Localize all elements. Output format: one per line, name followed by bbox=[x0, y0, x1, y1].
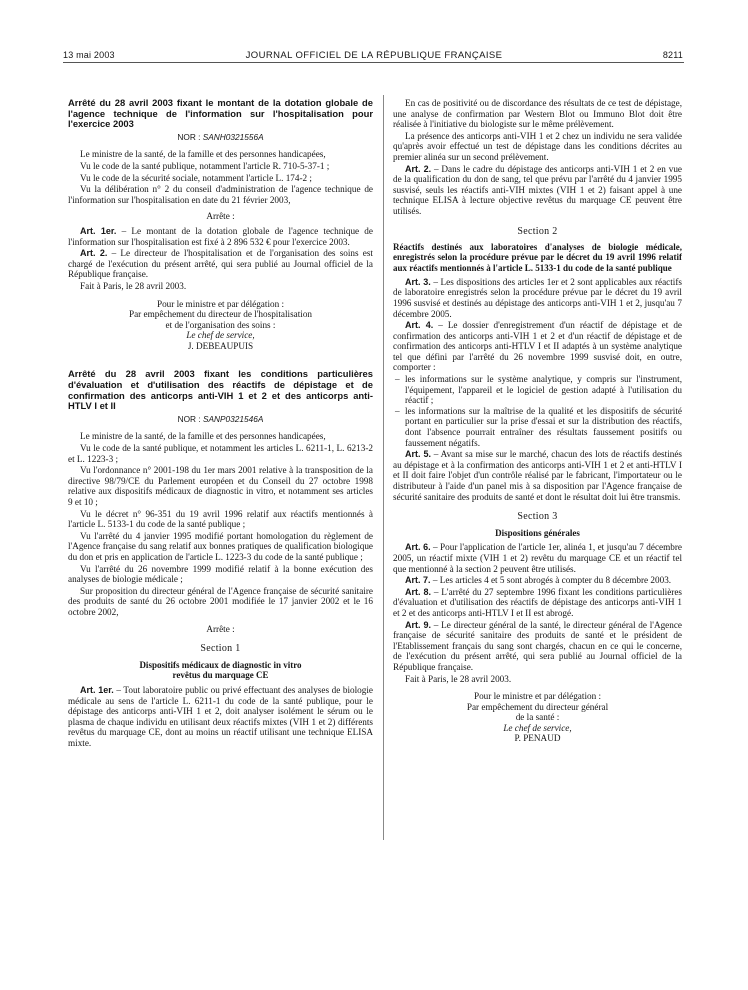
decree2-signature-line: Pour le ministre et par délégation : bbox=[473, 691, 602, 702]
decree1-fait: Fait à Paris, le 28 avril 2003. bbox=[80, 280, 187, 291]
decree2-paragraph: En cas de positivité ou de discordance des résultats de ce test de dépistage, une analyse de confirmation par Western Blot ou Immuno Blot doit être réalisée à l'initiative du biologiste sur le même prélèvement. bbox=[393, 98, 682, 130]
decree1-signature-line: Pour le ministre et par délégation : bbox=[156, 298, 285, 309]
decree2-signatory: P. PENAUD bbox=[514, 733, 561, 744]
right-column bbox=[393, 98, 682, 878]
decree1-title: Arrêté du 28 avril 2003 fixant le montant de la dotation globale de l'agence technique de l'information sur l'hospitalisation pour l'exercice 2003 bbox=[68, 98, 373, 130]
left-column bbox=[68, 98, 373, 858]
decree2-visa: Vu l'arrêté du 26 novembre 1999 modifié relatif à la bonne exécution des analyses de biologie médicale ; bbox=[68, 563, 373, 585]
decree2-fait: Fait à Paris, le 28 avril 2003. bbox=[405, 673, 512, 684]
section-1-subtitle: Dispositifs médicaux de diagnostic in vitro bbox=[139, 659, 302, 670]
decree1-signature-line: Par empêchement du directeur de l'hospitalisation bbox=[128, 309, 313, 320]
decree2-article-1: Art. 1er. – Tout laboratoire public ou privé effectuant des analyses de biologie médicale au sens de l'article L. 6211-1 du code de la santé publique, pour le dépistage des anticorps anti-VIH 1 et 2, doit analyser isolément le sérum ou le plasma de chaque individu en utilisant deux réactifs mixtes (VIH 1 et 2) différents revêtus du marquage CE, dont au moins un réactif utilisant une technique ELISA mixte. bbox=[68, 684, 373, 748]
decree2-signature-role: Le chef de service, bbox=[503, 722, 572, 733]
decree2-article-8: Art. 8. – L'arrêté du 27 septembre 1996 fixant les conditions particulières d'évaluation et d'utilisation des réactifs de dépistage des anticorps anti-VIH 1 et 2 et des anticorps anti-HTLV I et II est abrogé. bbox=[393, 586, 682, 618]
section-3-heading: Section 3 bbox=[517, 511, 558, 523]
decree1-visa: Vu le code de la santé publique, notamment l'article R. 710-5-37-1 ; bbox=[80, 160, 330, 171]
journal-title: JOURNAL OFFICIEL DE LA RÉPUBLIQUE FRANÇAISE bbox=[245, 50, 503, 61]
decree1-signatory: J. DEBEAUPUIS bbox=[187, 340, 254, 351]
decree2-article-9: Art. 9. – Le directeur général de la santé, le directeur général de l'Agence française de sécurité sanitaire des produits de santé et le président de l'Etablissement français du sang sont chargés, chacun en ce qui le concerne, de l'exécution du présent arrêté, qui sera publié au Journal officiel de la République française. bbox=[393, 619, 682, 672]
decree1-article-2: Art. 2. – Le directeur de l'hospitalisation et de l'organisation des soins est chargé de l'exécution du présent arrêté, qui sera publié au Journal officiel de la République française. bbox=[68, 248, 373, 280]
decree2-visa: Vu le décret n° 96-351 du 19 avril 1996 relatif aux réactifs mentionnés à l'article L. 5133-1 du code de la santé publique ; bbox=[68, 508, 373, 530]
decree1-visa: Vu la délibération n° 2 du conseil d'administration de l'agence technique de l'information sur l'hospitalisation en date du 21 février 2003, bbox=[68, 184, 373, 205]
header-date: 13 mai 2003 bbox=[63, 50, 115, 60]
decree1-signature-line: et de l'organisation des soins : bbox=[165, 319, 276, 330]
page-number: 8211 bbox=[662, 50, 683, 60]
decree2-article-2: Art. 2. – Dans le cadre du dépistage des anticorps anti-VIH 1 et 2 en vue de la qualification du don de sang, tel que prévu par l'arrêté du 4 janvier 1995 susvisé, seuls les réactifs anti-VIH mixtes (VIH 1 et 2) faisant appel à une technique ELISA à lecture objective revêtus du marquage CE peuvent être utilisés. bbox=[393, 163, 682, 216]
section-1-subtitle: revêtus du marquage CE bbox=[172, 670, 269, 681]
decree2-article-7: Art. 7. – Les articles 4 et 5 sont abrogés à compter du 8 décembre 2003. bbox=[405, 575, 672, 586]
column-separator bbox=[383, 95, 384, 840]
decree1-nor: NOR : SANH0321556A bbox=[177, 131, 264, 142]
section-3-subtitle: Dispositions générales bbox=[495, 527, 580, 538]
decree2-visa: Vu l'arrêté du 4 janvier 1995 modifié portant homologation du règlement de l'Agence française du sang relatif aux bonnes pratiques de qualification biologique du don et pris en application de l'article L. 1223-3 du code de la santé publique ; bbox=[68, 530, 373, 562]
decree2-article-5: Art. 5. – Avant sa mise sur le marché, chacun des lots de réactifs destinés au dépistage et à la confirmation des anticorps anti-VIH 1 et 2 et anti-HTLV I et II doit faire l'objet d'un contrôle réalisé par le fabricant, l'importateur ou le distributeur à l'aide d'un panel mis à sa disposition par l'Agence française de sécurité sanitaire des produits de santé et dont le résultat doit lui être transmis. bbox=[393, 449, 682, 502]
decree2-article-3: Art. 3. – Les dispositions des articles 1er et 2 sont applicables aux réactifs de laboratoire enregistrés selon la procédure prévue par le décret du 19 avril 1996 susvisé et destinés au dépistage des anticorps anti-VIH 1 et 2, jusqu'au 7 décembre 2005. bbox=[393, 276, 682, 319]
decree1-signature-role: Le chef de service, bbox=[186, 330, 255, 341]
decree1-visa: Vu le code de la sécurité sociale, notamment l'article L. 174-2 ; bbox=[80, 172, 312, 183]
header-rule bbox=[63, 62, 684, 63]
decree1-arrete: Arrête : bbox=[206, 211, 235, 222]
section-2-subtitle: Réactifs destinés aux laboratoires d'analyses de biologie médicale, enregistrés selon la procédure prévue par le décret du 19 avril 1996 relatif aux réactifs mentionnés à l'article L. 5133-1 du code de la santé publique bbox=[393, 242, 682, 273]
list-item: – les informations sur le système analytique, y compris sur l'instrument, l'équipement, l'appareil et le logiciel de gestion adapté à l'utilisation du réactif ; bbox=[393, 374, 682, 406]
decree2-nor: NOR : SANP0321546A bbox=[177, 413, 264, 424]
section-1-heading: Section 1 bbox=[200, 643, 241, 655]
decree2-arrete: Arrête : bbox=[206, 623, 235, 634]
decree1-article-1: Art. 1er. – Le montant de la dotation globale de l'agence technique de l'information sur l'hospitalisation est fixé à 2 896 532 € pour l'exercice 2003. bbox=[68, 225, 373, 247]
decree2-signature-line: Par empêchement du directeur général bbox=[466, 701, 609, 712]
decree2-preamble: Le ministre de la santé, de la famille et des personnes handicapées, bbox=[80, 431, 326, 442]
article-4-list bbox=[393, 374, 682, 448]
decree2-visa: Vu l'ordonnance n° 2001-198 du 1er mars 2001 relative à la transposition de la directive 98/79/CE du Parlement européen et du Conseil du 27 octobre 1998 relative aux dispositifs médicaux de diagnostic in vitro, et notamment ses articles 9 et 10 ; bbox=[68, 465, 373, 507]
section-2-heading: Section 2 bbox=[517, 225, 558, 237]
decree2-title: Arrêté du 28 avril 2003 fixant les conditions particulières d'évaluation et d'utilisation des réactifs de dépistage et de confirmation des anticorps anti-VIH 1 et 2 et des anticorps anti-HTLV I et II bbox=[68, 368, 373, 412]
decree2-proposal: Sur proposition du directeur général de l'Agence française de sécurité sanitaire des produits de santé du 26 octobre 2001 modifiée le 17 janvier 2002 et le 16 octobre 2002, bbox=[68, 585, 373, 617]
decree2-signature-line: de la santé : bbox=[515, 712, 560, 723]
decree2-article-4: Art. 4. – Le dossier d'enregistrement d'un réactif de dépistage et de confirmation des anticorps anti-VIH 1 et 2 et d'un réactif de dépistage et de confirmation des anticorps anti-HTLV I et II adaptés à un système analytique tel que défini par l'arrêté du 26 novembre 1999 susvisé doit, en outre, comporter : bbox=[393, 320, 682, 373]
decree2-article-6: Art. 6. – Pour l'application de l'article 1er, alinéa 1, et jusqu'au 7 décembre 2005, un réactif mixte (VIH 1 et 2) revêtu du marquage CE et un réactif tel que mentionné à la section 2 peuvent être utilisés. bbox=[393, 542, 682, 574]
decree1-preamble: Le ministre de la santé, de la famille et des personnes handicapées, bbox=[80, 149, 326, 160]
decree2-visa: Vu le code de la santé publique, et notamment les articles L. 6211-1, L. 6213-2 et L. 1223-3 ; bbox=[68, 443, 373, 464]
decree2-paragraph: La présence des anticorps anti-VIH 1 et 2 chez un individu ne sera validée qu'après avoir effectué un test de dépistage dans les conditions décrites au premier alinéa sur un second prélèvement. bbox=[393, 130, 682, 162]
list-item: – les informations sur la maîtrise de la qualité et les dispositifs de sécurité portant en particulier sur la prise d'essai et sur la distribution des réactifs, dont l'absence pourrait entraîner des résultats faussement positifs ou faussement négatifs. bbox=[393, 406, 682, 448]
